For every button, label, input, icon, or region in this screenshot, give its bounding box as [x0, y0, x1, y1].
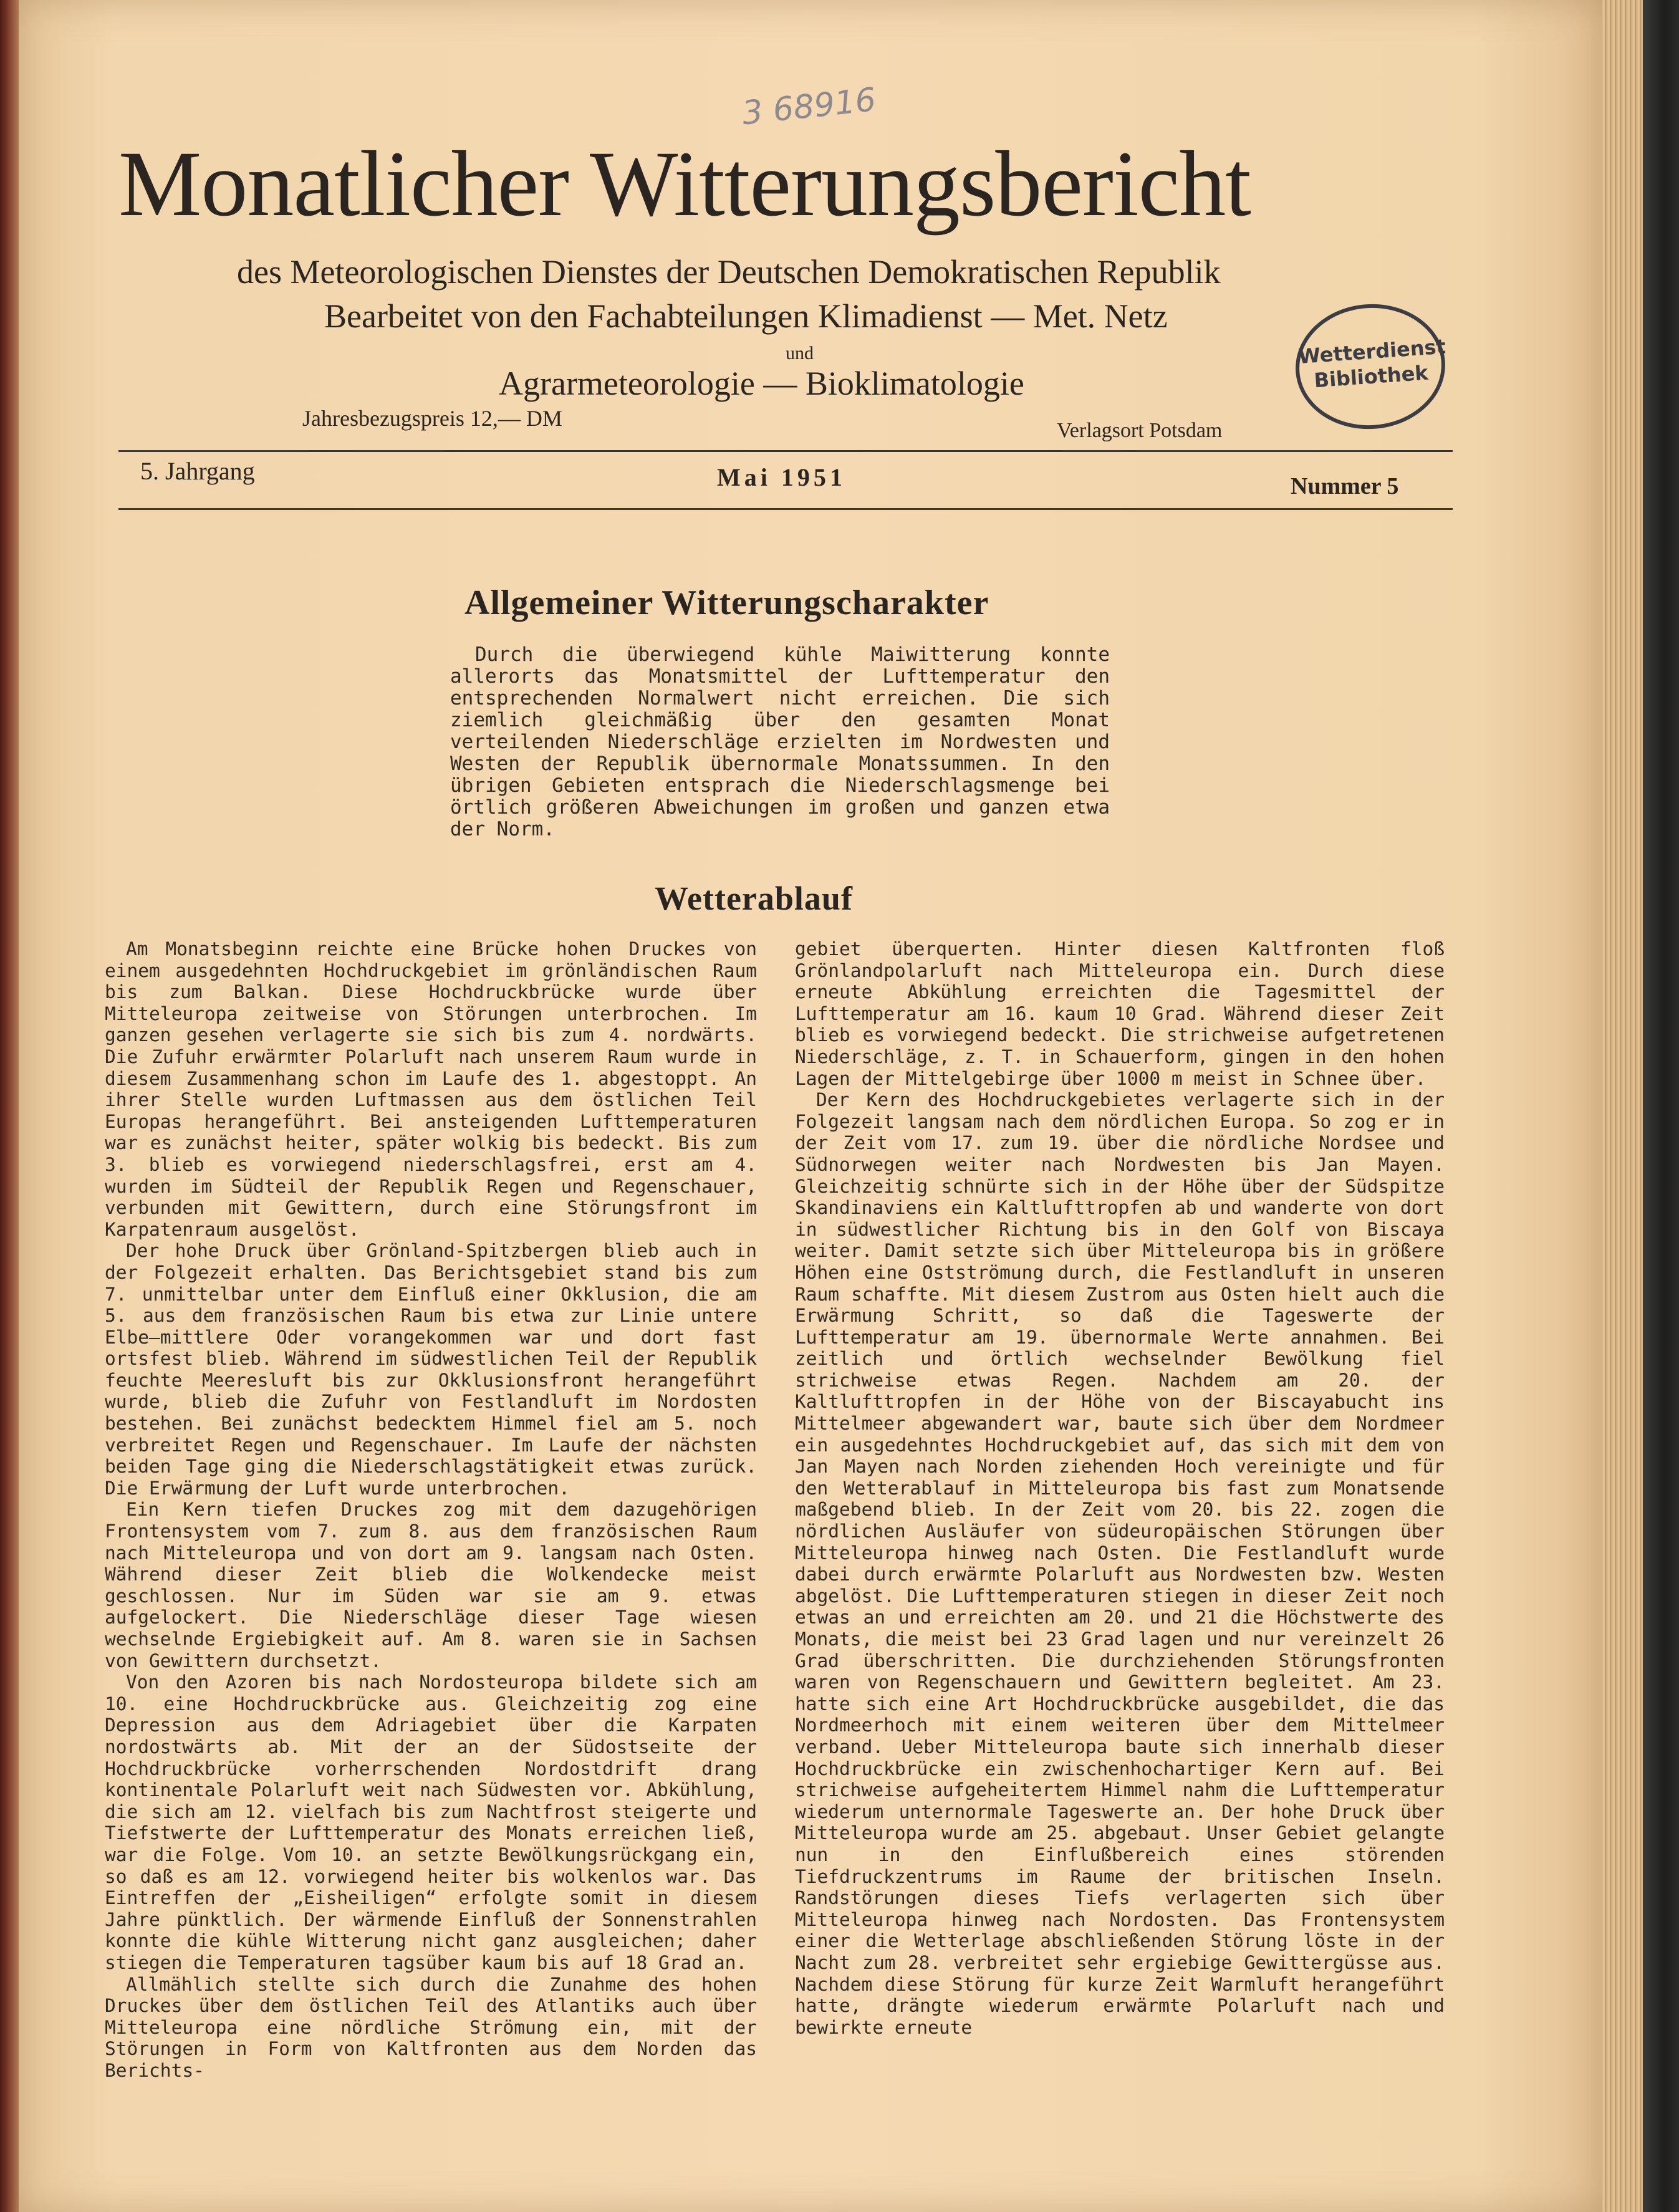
section-title-weather-course: Wetterablauf [655, 880, 853, 917]
section-title-general: Allgemeiner Witterungscharakter [464, 584, 989, 622]
paragraph: Der Kern des Hochdruckgebietes verlagerte sich in der Folgezeit langsam nach dem nördlichen Europa. So zog er in der Zeit vom 17. zum 19. über die nördliche Nordsee und Südnorwegen weiter nach Nordwesten bis Jan Mayen. Gleichzeitig schnürte sich in der Höhe über der Südspitze Skandinaviens ein Kaltlufttropfen ab und wanderte von dort in südwestlicher Richtung bis in den Golf von Biscaya weiter. Damit setzte sich über Mitteleuropa bis in größere Höhen eine Ostströmung durch, die Festlandluft in unseren Raum schaffte. Mit diesem Zustrom aus Osten hielt auch die Erwärmung Schritt, so daß die Tageswerte der Lufttemperatur am 19. übernormale Werte annahmen. Bei zeitlich und örtlich wechselnder Bewölkung fiel strichweise etwas Regen. Nachdem am 20. der Kaltlufttropfen in der Höhe von der Biscayabucht ins Mittelmeer abgewandert war, baute sich über dem Nordmeer ein ausgedehntes Hochdruckgebiet auf, das sich mit dem von Jan Mayen nach Norden ziehenden Hoch vereinigte und für den Wetterablauf in Mitteleuropa bis fast zum Monatsende maßgebend blieb. In der Zeit vom 20. bis 22. zogen die nördlichen Ausläufer von südeuropäischen Störungen über Mitteleuropa hinweg nach Osten. Die Festlandluft wurde dabei durch erwärmte Polarluft aus Nordwesten bzw. Westen abgelöst. Die Lufttemperaturen stiegen in dieser Zeit noch etwas an und erreichten am 20. und 21 die Höchstwerte des Monats, die meist bei 23 Grad lagen und nur vereinzelt 26 Grad überschritten. Die durchziehenden Störungsfronten waren von Regenschauern und Gewittern begleitet. Am 23. hatte sich eine Art Hochdruckbrücke ausgebildet, die das Nordmeerhoch mit einem weiteren über dem Mittelmeer verband. Ueber Mitteleuropa baute sich innerhalb dieser Hochdruckbrücke ein zwischenhochartiger Kern auf. Bei strichweise aufgeheitertem Himmel nahm die Lufttemperatur wiederum unternormale Tageswerte an. Der hohe Druck über Mitteleuropa wurde am 25. abgebaut. Unser Gebiet gelangte nun in den Einflußbereich eines störenden Tiefdruckzentrums im Raume der britischen Inseln. Randstörungen dieses Tiefs verlagerten sich über Mitteleuropa hinweg nach Nordosten. Das Frontensystem einer die Wetterlage abschließenden Störung löste in der Nacht zum 28. verbreitet sehr ergiebige Gewittergüsse aus. Nachdem diese Störung für kurze Zeit Warmluft herangeführt hatte, drängte wiederum erwärmte Polarluft nach und bewirkte erneute [795, 1089, 1445, 2038]
issue-number: Nummer 5 [1291, 473, 1399, 499]
paragraph: Allmählich stellte sich durch die Zunahme des hohen Druckes über dem östlichen Teil des Atlantiks auch über Mitteleuropa eine nördliche Strömung ein, mit der Störungen in Form von Kaltfronten aus dem Norden das Berichts- [105, 1973, 757, 2081]
book-binding-right [1643, 0, 1679, 2212]
book-binding-left [0, 0, 19, 2212]
text-column-left [105, 938, 757, 2081]
paragraph: Von den Azoren bis nach Nordosteuropa bildete sich am 10. eine Hochdruckbrücke aus. Gleichzeitig zog eine Depression aus dem Adriagebiet über die Karpaten nordostwärts ab. Mit der an der Südostseite der Hochdruckbrücke vorherrschenden Nordostdrift drang kontinentale Polarluft weit nach Südwesten vor. Abkühlung, die sich am 12. vielfach bis zum Nachtfrost steigerte und Tiefstwerte der Lufttemperatur des Monats erreichen ließ, war die Folge. Vom 10. an setzte Bewölkungsrückgang ein, so daß es am 12. vorwiegend heiter bis wolkenlos war. Das Eintreffen der „Eisheiligen“ erfolgte somit in diesem Jahre pünktlich. Der wärmende Einfluß der Sonnenstrahlen konnte die kühle Witterung nicht ganz ausgleichen; daher stiegen die Temperaturen tagsüber kaum bis auf 18 Grad an. [105, 1671, 757, 1973]
stamp-line-1: Wetterdienst [1297, 334, 1446, 368]
stamp-line-2: Bibliothek [1313, 360, 1429, 393]
paragraph: Am Monatsbeginn reichte eine Brücke hohen Druckes von einem ausgedehnten Hochdruckgebiet im grönländischen Raum bis zum Balkan. Diese Hochdruckbrücke wurde über Mitteleuropa zeitweise von Störungen unterbrochen. Im ganzen gesehen verlagerte sie sich bis zum 4. nordwärts. Die Zufuhr erwärmter Polarluft nach unserem Raum wurde in diesem Zusammenhang schon im Laufe des 1. abgestoppt. An ihrer Stelle wurden Luftmassen aus dem östlichen Teil Europas herangeführt. Bei ansteigenden Lufttemperaturen war es zunächst heiter, später wolkig bis bedeckt. Bis zum 3. blieb es vorwiegend niederschlagsfrei, erst am 4. wurden im Südteil der Republik Regen und Regenschauer, verbunden mit Gewittern, durch eine Störungsfront im Karpatenraum ausgelöst. [105, 938, 757, 1240]
masthead-title: Monatlicher Witterungsbericht [118, 132, 1251, 236]
paragraph: Ein Kern tiefen Druckes zog mit dem dazugehörigen Frontensystem vom 7. zum 8. aus dem französischen Raum nach Mitteleuropa und von dort am 9. langsam nach Osten. Während dieser Zeit blieb die Wolkendecke meist geschlossen. Nur im Süden war sie am 9. etwas aufgelockert. Die Niederschläge dieser Tage wiesen wechselnde Ergiebigkeit auf. Am 8. waren sie in Sachsen von Gewittern durchsetzt. [105, 1499, 757, 1671]
paragraph: Der hohe Druck über Grönland-Spitzbergen blieb auch in der Folgezeit erhalten. Das Berichtsgebiet stand bis zum 7. unmittelbar unter dem Einfluß einer Okklusion, die am 5. aus dem französischen Raum bis etwa zur Linie untere Elbe—mittlere Oder vorangekommen war und dort fast ortsfest blieb. Während im südwestlichen Teil der Republik feuchte Meeresluft bis zur Okklusionsfront herangeführt wurde, blieb die Zufuhr von Festlandluft im Nordosten bestehen. Bei zunächst bedecktem Himmel fiel am 5. noch verbreitet Regen und Regenschauer. Im Laufe der nächsten beiden Tage ging die Niederschlagstätigkeit etwas zurück. Die Erwärmung der Luft wurde unterbrochen. [105, 1240, 757, 1499]
subscription-price: Jahresbezugspreis 12,— DM [302, 406, 562, 431]
paragraph: gebiet überquerten. Hinter diesen Kaltfronten floß Grönlandpolarluft nach Mitteleuropa ein. Durch diese erneute Abkühlung erreichten die Tagesmittel der Lufttemperatur am 16. kaum 10 Grad. Während dieser Zeit blieb es vorwiegend bedeckt. Die strichweise aufgetretenen Niederschläge, z. T. in Schauerform, gingen in den hohen Lagen der Mittelgebirge über 1000 m meist in Schnee über. [795, 938, 1445, 1089]
issue-volume: 5. Jahrgang [140, 457, 255, 485]
masthead-departments: Agrarmeteorologie — Bioklimatologie [499, 365, 1024, 402]
publishing-place: Verlagsort Potsdam [1057, 419, 1223, 442]
text-column-right [795, 938, 1445, 2038]
handwritten-accession-note: 3 68916 [740, 81, 878, 133]
masthead-and: und [786, 343, 814, 363]
header-rule-top [118, 450, 1453, 452]
general-summary-paragraph: Durch die überwiegend kühle Maiwitterung konnte allerorts das Monatsmittel der Lufttemperatur den entsprechenden Normalwert nicht erreichen. Die sich ziemlich gleichmäßig über den gesamten Monat verteilenden Niederschläge erzielten im Nordwesten und Westen der Republik übernormale Monatssummen. In den übrigen Gebieten entsprach die Niederschlagsmenge bei örtlich größeren Abweichungen im großen und ganzen etwa der Norm. [450, 643, 1110, 840]
masthead-editors: Bearbeitet von den Fachabteilungen Klimadienst — Met. Netz [324, 297, 1168, 335]
header-rule-bottom [118, 508, 1453, 510]
masthead-publisher: des Meteorologischen Dienstes der Deutschen Demokratischen Republik [237, 253, 1221, 291]
issue-date: Mai 1951 [717, 463, 846, 491]
